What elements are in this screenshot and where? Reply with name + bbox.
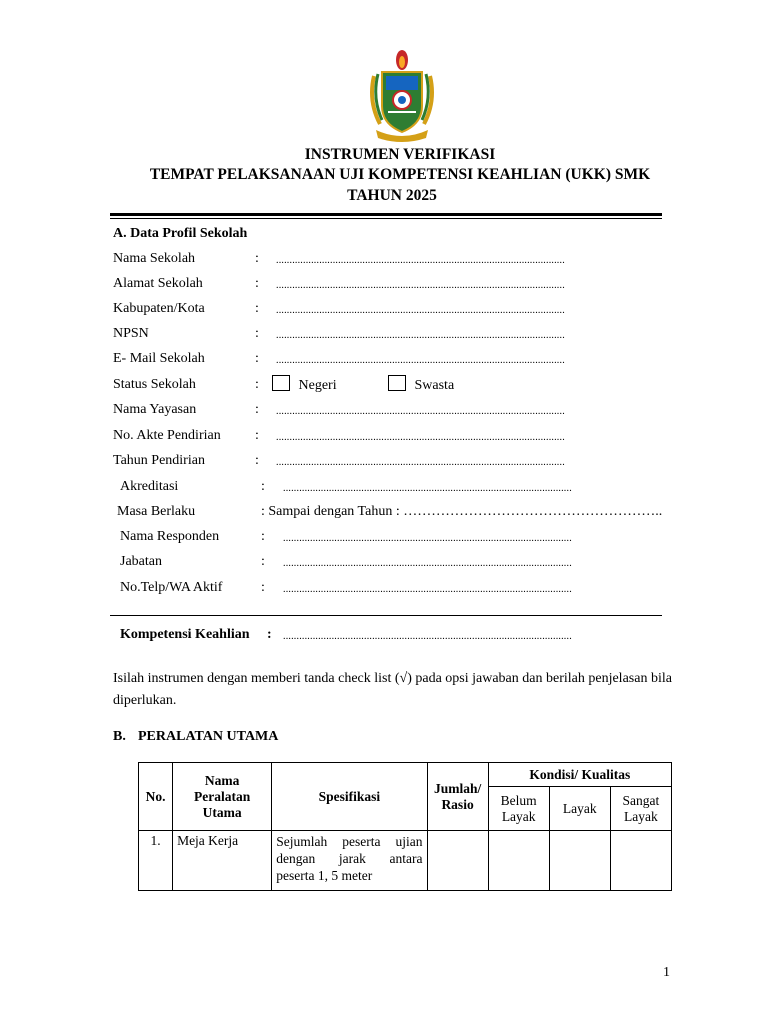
provincial-emblem-icon (366, 46, 438, 144)
field-label-status-sekolah: Status Sekolah (113, 377, 196, 392)
field-label-nama-yayasan: Nama Yayasan (113, 402, 197, 417)
field-label-akreditasi: Akreditasi (120, 479, 179, 494)
field-label-no-telp-wa: No.Telp/WA Aktif (120, 580, 223, 595)
option-label-swasta: Swasta (414, 378, 455, 393)
field-input-kabupaten-kota[interactable]: ........................................................................................................... (276, 305, 565, 316)
peralatan-utama-table (138, 762, 672, 891)
checkbox-negeri[interactable] (272, 375, 290, 391)
col-header-sangat-layak: Sangat Layak (610, 787, 671, 831)
section-divider (110, 615, 662, 616)
option-label-negeri: Negeri (298, 378, 337, 393)
field-input-nama-yayasan[interactable]: ........................................................................................................... (276, 406, 565, 417)
col-header-nama-peralatan: Nama Peralatan Utama (173, 763, 272, 831)
field-colon: : (261, 580, 265, 595)
field-colon: : (255, 351, 259, 366)
col-header-jumlah-rasio: Jumlah/ Rasio (427, 763, 488, 831)
document-title-line1: INSTRUMEN VERIFIKASI (304, 146, 496, 163)
cell-nama-peralatan: Meja Kerja (173, 831, 272, 891)
field-colon: : (255, 402, 259, 417)
field-label-masa-berlaku: Masa Berlaku (117, 504, 196, 519)
header-rule-thin (110, 218, 662, 219)
field-label-npsn: NPSN (113, 326, 149, 341)
field-input-nama-responden[interactable]: ........................................................................................................... (283, 533, 572, 544)
col-header-spesifikasi: Spesifikasi (272, 763, 427, 831)
field-input-alamat-sekolah[interactable]: ........................................................................................................... (276, 280, 565, 291)
field-label-nama-sekolah: Nama Sekolah (113, 251, 196, 266)
field-label-alamat-sekolah: Alamat Sekolah (113, 276, 203, 291)
instruction-line1: Isilah instrumen dengan memberi tanda check list (√) pada opsi jawaban dan berilah penjelasan bila (113, 671, 672, 686)
field-input-tahun-pendirian[interactable]: ........................................................................................................... (276, 457, 565, 468)
field-label-jabatan: Jabatan (120, 554, 162, 569)
cell-layak[interactable] (549, 831, 610, 891)
field-colon: : (255, 377, 259, 392)
field-input-masa-berlaku[interactable]: : Sampai dengan Tahun : ……………………………………………….. (261, 504, 663, 519)
field-label-kabupaten-kota: Kabupaten/Kota (113, 301, 205, 316)
kompetensi-input[interactable]: ........................................................................................................... (283, 631, 572, 642)
field-input-no-telp-wa[interactable]: ........................................................................................................... (283, 584, 572, 595)
section-b-number: B. (113, 729, 126, 744)
field-colon: : (255, 301, 259, 316)
field-input-jabatan[interactable]: ........................................................................................................... (283, 558, 572, 569)
field-colon: : (261, 479, 265, 494)
document-title-line3: TAHUN 2025 (347, 187, 437, 204)
page-number: 1 (663, 965, 670, 980)
cell-belum-layak[interactable] (488, 831, 549, 891)
status-option-negeri[interactable] (272, 375, 337, 394)
field-input-akreditasi[interactable]: ........................................................................................................... (283, 483, 572, 494)
field-label-tahun-pendirian: Tahun Pendirian (113, 453, 205, 468)
kompetensi-label: Kompetensi Keahlian (120, 627, 250, 642)
field-input-nama-sekolah[interactable]: ........................................................................................................... (276, 255, 565, 266)
document-title-line2: TEMPAT PELAKSANAAN UJI KOMPETENSI KEAHLIAN (UKK) SMK (149, 166, 651, 183)
col-header-kondisi-kualitas: Kondisi/ Kualitas (488, 763, 671, 787)
cell-spesifikasi: Sejumlah peserta ujian dengan jarak antara peserta 1, 5 meter (272, 831, 427, 891)
field-input-npsn[interactable]: ........................................................................................................... (276, 330, 565, 341)
section-a-heading: A. Data Profil Sekolah (113, 226, 248, 241)
checkbox-swasta[interactable] (388, 375, 406, 391)
col-header-belum-layak: Belum Layak (488, 787, 549, 831)
instruction-line2: diperlukan. (113, 693, 177, 708)
header-rule-thick (110, 213, 662, 216)
field-colon: : (261, 529, 265, 544)
col-header-layak: Layak (549, 787, 610, 831)
field-input-no-akte-pendirian[interactable]: ........................................................................................................... (276, 432, 565, 443)
kompetensi-colon: : (267, 627, 272, 642)
section-b-heading: PERALATAN UTAMA (138, 729, 279, 744)
field-colon: : (255, 276, 259, 291)
status-option-swasta[interactable] (388, 375, 454, 394)
field-colon: : (255, 251, 259, 266)
field-label-email-sekolah: E- Mail Sekolah (113, 351, 205, 366)
field-input-email-sekolah[interactable]: ........................................................................................................... (276, 355, 565, 366)
field-label-no-akte-pendirian: No. Akte Pendirian (113, 428, 221, 443)
cell-no: 1. (139, 831, 173, 891)
table-row (139, 831, 672, 891)
field-label-nama-responden: Nama Responden (120, 529, 220, 544)
field-colon: : (255, 326, 259, 341)
cell-sangat-layak[interactable] (610, 831, 671, 891)
field-colon: : (255, 453, 259, 468)
field-colon: : (255, 428, 259, 443)
field-colon: : (261, 554, 265, 569)
cell-jumlah-rasio[interactable] (427, 831, 488, 891)
col-header-no: No. (139, 763, 173, 831)
